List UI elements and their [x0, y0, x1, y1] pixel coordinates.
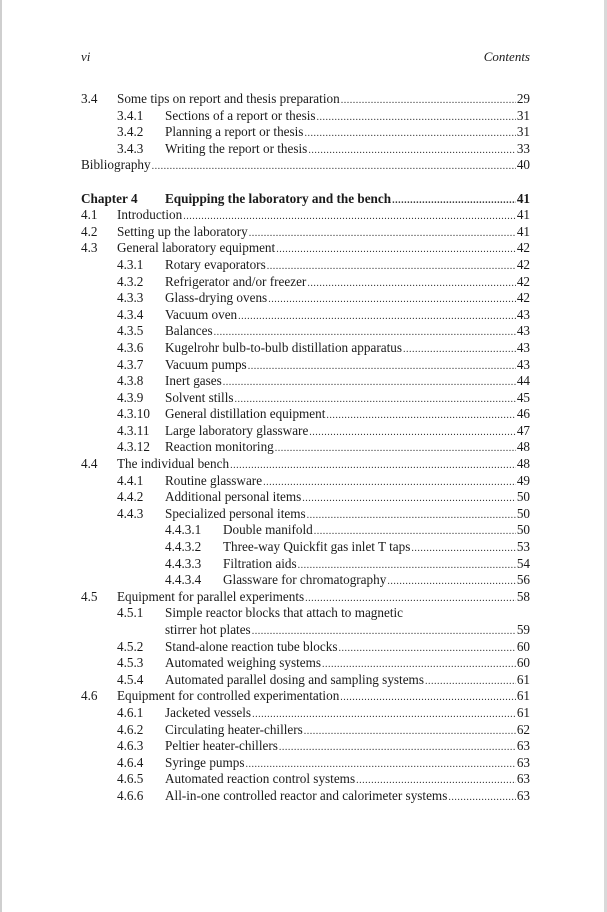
toc-entry-page-number: 56 — [516, 572, 530, 588]
toc-entry-title: Filtration aids — [223, 555, 297, 571]
toc-entry-title: The individual bench — [117, 456, 230, 472]
toc-entry-title: All-in-one controlled reactor and calorimeter systems — [165, 787, 448, 803]
toc-entry-title: Some tips on report and thesis preparation — [117, 91, 340, 106]
toc-entry[interactable] — [81, 240, 530, 257]
toc-entry-title: Equipment for parallel experiments — [117, 588, 305, 604]
toc-entry-number: 4.6.2 — [117, 721, 144, 737]
toc-entry[interactable] — [81, 605, 530, 638]
toc-chapter-entry[interactable] — [81, 191, 530, 208]
toc-entry[interactable] — [81, 340, 530, 357]
toc-entry-page-number: 33 — [516, 140, 530, 156]
toc-entry-title: Circulating heater-chillers — [165, 721, 303, 737]
toc-entry-number: 4.3.3 — [117, 290, 144, 306]
toc-entry-page-number: 41 — [516, 207, 530, 223]
toc-entry[interactable] — [81, 323, 530, 340]
toc-entry-title: Glassware for chromatography — [223, 572, 387, 588]
toc-entry-number: 4.6.4 — [117, 754, 144, 770]
toc-entry[interactable] — [81, 423, 530, 440]
toc-entry-title: Additional personal items — [165, 489, 302, 505]
toc-entry-number: 3.4.2 — [117, 124, 144, 140]
toc-entry-number: 4.3 — [81, 240, 98, 256]
toc-entry[interactable] — [81, 738, 530, 755]
toc-entry-page-number: 31 — [516, 107, 530, 123]
toc-entry-title: Vacuum oven — [165, 306, 238, 322]
toc-entry-title: Automated weighing systems — [165, 655, 322, 671]
toc-entry-page-number: 60 — [516, 655, 530, 671]
running-title: Contents — [483, 49, 530, 64]
toc-entry-title-line1: Simple reactor blocks that attach to magnetic — [165, 605, 404, 621]
toc-entry[interactable] — [81, 473, 530, 490]
toc-entry-title: General laboratory equipment — [117, 240, 276, 256]
toc-entry[interactable] — [81, 290, 530, 307]
toc-entry-page-number: 42 — [516, 240, 530, 256]
toc-entry[interactable] — [81, 406, 530, 423]
toc-entry-page-number: 43 — [516, 306, 530, 322]
toc-entry-number: 4.3.5 — [117, 323, 144, 339]
toc-entry-number: 4.4.3.4 — [165, 572, 202, 588]
toc-entry-page-number: 48 — [516, 439, 530, 455]
toc-entry-number: Chapter 4 — [81, 190, 138, 206]
toc-entry-page-number: 62 — [516, 721, 530, 737]
toc-entry-page-number: 42 — [516, 290, 530, 306]
toc-entry[interactable] — [81, 390, 530, 407]
toc-entry[interactable] — [81, 141, 530, 158]
toc-entry-page-number: 53 — [516, 539, 530, 555]
toc-entry[interactable] — [81, 257, 530, 274]
toc-entry[interactable] — [81, 688, 530, 705]
toc-entry[interactable] — [81, 224, 530, 241]
toc-entry-title: Sections of a report or thesis — [165, 107, 316, 123]
toc-entry-number: 4.3.2 — [117, 273, 144, 289]
toc-entry-title: Refrigerator and/or freezer — [165, 273, 307, 289]
toc-entry-title: Setting up the laboratory — [117, 223, 248, 239]
toc-entry[interactable] — [81, 108, 530, 125]
toc-entry-page-number: 50 — [516, 489, 530, 505]
toc-entry-page-number: 50 — [516, 522, 530, 538]
toc-entry-number: 4.6.1 — [117, 704, 144, 720]
toc-entry-page-number: 43 — [516, 339, 530, 355]
toc-entry[interactable] — [81, 274, 530, 291]
toc-entry-number: 4.5.3 — [117, 655, 144, 671]
toc-entry-title: Equipping the laboratory and the bench — [165, 190, 392, 206]
toc-entry[interactable] — [81, 124, 530, 141]
toc-entry-number: 3.4 — [81, 91, 98, 106]
toc-entry-page-number: 43 — [516, 356, 530, 372]
toc-entry-page-number: 45 — [516, 389, 530, 405]
toc-entry-title: Equipment for controlled experimentation — [117, 688, 340, 704]
toc-entry-page-number: 47 — [516, 422, 530, 438]
toc-entry[interactable] — [81, 357, 530, 374]
toc-entry-title: Three-way Quickfit gas inlet T taps — [223, 539, 411, 555]
toc-entry-number: 4.1 — [81, 207, 98, 223]
toc-entry-page-number: 60 — [516, 638, 530, 654]
toc-entry-page-number: 40 — [516, 157, 530, 173]
section-gap — [81, 174, 530, 191]
toc-entry-page-number: 49 — [516, 472, 530, 488]
toc-entry-title: Specialized personal items — [165, 505, 306, 521]
toc-entry-page-number: 61 — [516, 704, 530, 720]
toc-entry-page-number: 31 — [516, 124, 530, 140]
dot-leader — [448, 790, 515, 807]
toc-entry[interactable] — [81, 456, 530, 473]
toc-entry[interactable] — [81, 307, 530, 324]
toc-entry-page-number: 61 — [516, 688, 530, 704]
toc-entry[interactable] — [81, 439, 530, 456]
toc-entry-page-number: 58 — [516, 588, 530, 604]
toc-entry-number: 4.5 — [81, 588, 98, 604]
toc-entry[interactable] — [81, 207, 530, 224]
toc-entry-title: Large laboratory glassware — [165, 422, 309, 438]
toc-entry-number: 3.4.1 — [117, 107, 144, 123]
toc-entry-number: 4.6.6 — [117, 787, 144, 803]
toc-entry-title: Balances — [165, 323, 213, 339]
toc-entry[interactable] — [81, 672, 530, 689]
toc-entry-number: 4.5.1 — [117, 605, 144, 621]
toc-entry[interactable] — [81, 539, 530, 556]
toc-entry-page-number: 63 — [516, 754, 530, 770]
toc-entry[interactable] — [81, 373, 530, 390]
toc-entry-number: 4.4.3 — [117, 505, 144, 521]
toc-entry-page-number: 48 — [516, 456, 530, 472]
toc-entry-page-number: 29 — [516, 91, 530, 106]
toc-entry-number: 4.6.5 — [117, 771, 144, 787]
toc-entry[interactable] — [81, 655, 530, 672]
toc-entry-number: 4.2 — [81, 223, 98, 239]
toc-entry-title: stirrer hot plates — [165, 622, 251, 637]
toc-entry-title: Reaction monitoring — [165, 439, 274, 455]
toc-entry-number: 4.3.6 — [117, 339, 144, 355]
dot-leader — [152, 159, 516, 176]
toc-entry-title: Writing the report or thesis — [165, 140, 308, 156]
toc-entry[interactable] — [81, 572, 530, 589]
toc-entry-page-number: 54 — [516, 555, 530, 571]
page-edge-left — [0, 0, 2, 912]
toc-entry[interactable] — [81, 639, 530, 656]
toc-entry-title: Glass-drying ovens — [165, 290, 268, 306]
toc-entry-number: 4.6.3 — [117, 738, 144, 754]
page-number: vi — [81, 49, 91, 64]
toc-entry-title: Stand-alone reaction tube blocks — [165, 638, 338, 654]
toc-entry[interactable] — [81, 489, 530, 506]
toc-entry-number: 4.5.2 — [117, 638, 144, 654]
toc-entry[interactable] — [81, 589, 530, 606]
toc-entry-page-number: 50 — [516, 505, 530, 521]
toc-entry-number: 3.4.3 — [117, 140, 144, 156]
toc-entry-number: 4.3.8 — [117, 373, 144, 389]
toc-entry-page-number: 61 — [516, 671, 530, 687]
toc-entry-title: Bibliography — [81, 157, 151, 173]
toc-entry-number: 4.4.3.3 — [165, 555, 202, 571]
toc-entry-page-number: 63 — [516, 771, 530, 787]
toc-entry-title: Routine glassware — [165, 472, 263, 488]
toc-entry-title: Solvent stills — [165, 389, 234, 405]
toc-entry-number: 4.3.12 — [117, 439, 150, 455]
toc-entry-title: General distillation equipment — [165, 406, 326, 422]
toc-entry-number: 4.4.1 — [117, 472, 144, 488]
toc-entry[interactable] — [81, 506, 530, 523]
toc-entry-page-number: 41 — [516, 223, 530, 239]
toc-entry-title: Vacuum pumps — [165, 356, 247, 372]
toc-entry-page-number: 41 — [516, 190, 530, 206]
toc-entry-number: 4.3.4 — [117, 306, 144, 322]
toc-entry-number: 4.5.4 — [117, 671, 144, 687]
toc-entry-page-number: 63 — [516, 738, 530, 754]
toc-entry-title: Kugelrohr bulb-to-bulb distillation apparatus — [165, 339, 402, 355]
toc-entry-title: Inert gases — [165, 373, 222, 389]
toc-entry[interactable] — [81, 705, 530, 722]
toc-entry[interactable] — [81, 788, 530, 805]
toc-entry[interactable] — [81, 771, 530, 788]
toc-entry[interactable] — [81, 522, 530, 539]
toc-entry[interactable] — [81, 556, 530, 573]
toc-entry-title: Double manifold — [223, 522, 313, 538]
toc-entry-title: Planning a report or thesis — [165, 124, 304, 140]
toc-entry-page-number: 59 — [516, 622, 530, 637]
toc-entry-page-number: 44 — [516, 373, 530, 389]
toc-entry-number: 4.3.9 — [117, 389, 144, 405]
toc-entry-number: 4.4.3.1 — [165, 522, 202, 538]
toc-entry-page-number: 43 — [516, 323, 530, 339]
toc-entry-number: 4.6 — [81, 688, 98, 704]
toc-entry[interactable] — [81, 755, 530, 772]
toc-entry[interactable] — [81, 157, 530, 174]
toc-entry-title: Rotary evaporators — [165, 256, 266, 272]
toc-entry[interactable] — [81, 722, 530, 739]
toc-entry[interactable] — [81, 91, 530, 108]
toc-entry-number: 4.3.10 — [117, 406, 150, 422]
toc-entry-page-number: 42 — [516, 256, 530, 272]
table-of-contents — [81, 91, 530, 805]
toc-entry-page-number: 63 — [516, 787, 530, 803]
toc-entry-page-number: 46 — [516, 406, 530, 422]
toc-entry-number: 4.4.2 — [117, 489, 144, 505]
toc-entry-title: Automated parallel dosing and sampling systems — [165, 671, 424, 687]
toc-entry-number: 4.3.1 — [117, 256, 144, 272]
toc-entry-number: 4.4 — [81, 456, 98, 472]
toc-entry-title: Introduction — [117, 207, 183, 223]
toc-entry-title: Jacketed vessels — [165, 704, 252, 720]
toc-entry-title: Syringe pumps — [165, 754, 245, 770]
toc-entry-page-number: 42 — [516, 273, 530, 289]
toc-entry-number: 4.4.3.2 — [165, 539, 202, 555]
toc-entry-title: Automated reaction control systems — [165, 771, 356, 787]
running-header — [81, 49, 530, 69]
toc-entry-number: 4.3.7 — [117, 356, 144, 372]
toc-entry-title: Peltier heater-chillers — [165, 738, 278, 754]
toc-entry-number: 4.3.11 — [117, 422, 150, 438]
